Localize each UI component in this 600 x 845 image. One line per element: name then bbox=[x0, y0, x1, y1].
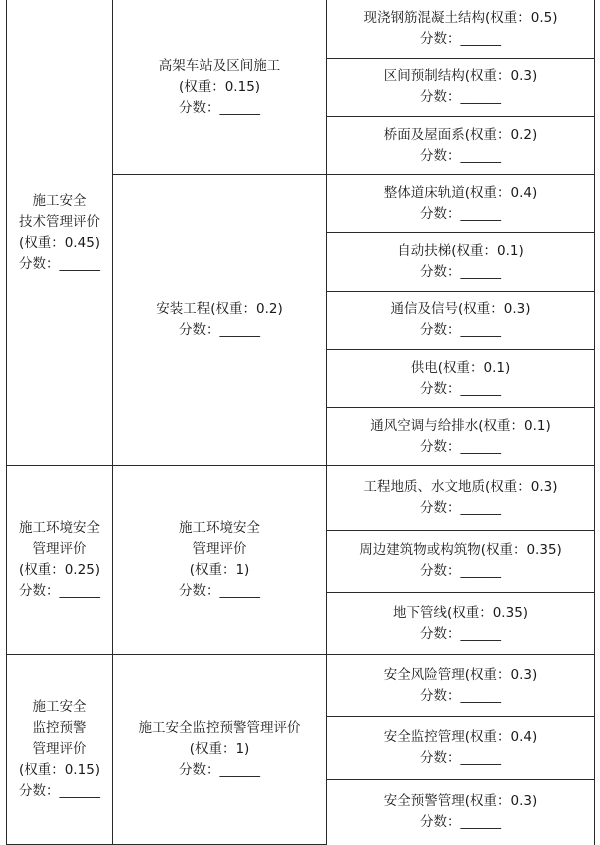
item-label: 桥面及屋面系(权重：0.2) bbox=[383, 126, 538, 143]
score-field: 分数：______ bbox=[420, 438, 501, 455]
item-label: 安全监控管理(权重：0.4) bbox=[383, 729, 538, 746]
score-field: 分数：______ bbox=[420, 147, 501, 164]
subgroup-title: 安装工程(权重：0.2) bbox=[156, 301, 283, 318]
subgroup-title: 施工安全监控预警管理评价 bbox=[138, 720, 301, 737]
subgroup-title: 管理评价 bbox=[192, 541, 247, 558]
group-cell-construction-environment bbox=[7, 466, 113, 655]
score-field: 分数：______ bbox=[420, 687, 501, 704]
group-cell-monitoring-warning bbox=[7, 655, 113, 845]
item-label: 工程地质、水文地质(权重：0.3) bbox=[363, 479, 558, 495]
score-field: 分数：______ bbox=[19, 583, 100, 600]
group-weight: (权重：0.45) bbox=[18, 234, 101, 251]
item-label: 通信及信号(权重：0.3) bbox=[390, 301, 531, 318]
item-label: 安全风险管理(权重：0.3) bbox=[383, 666, 538, 683]
item-label: 整体道床轨道(权重：0.4) bbox=[383, 184, 538, 201]
subgroup-cell-construction-environment bbox=[113, 466, 327, 655]
score-field: 分数：______ bbox=[420, 89, 501, 106]
item-cell bbox=[327, 349, 595, 407]
item-label: 区间预制结构(权重：0.3) bbox=[383, 68, 538, 85]
item-label: 自动扶梯(权重：0.1) bbox=[397, 243, 524, 260]
score-field: 分数：______ bbox=[420, 30, 501, 47]
score-field: 分数：______ bbox=[420, 625, 501, 642]
subgroup-cell-installation bbox=[113, 175, 327, 466]
score-field: 分数：______ bbox=[19, 255, 100, 272]
group-title-line: 施工环境安全 bbox=[19, 520, 100, 537]
item-cell bbox=[327, 717, 595, 779]
item-cell bbox=[327, 530, 595, 592]
score-field: 分数：______ bbox=[179, 99, 260, 116]
subgroup-cell-elevated-station bbox=[113, 0, 327, 175]
score-field: 分数：______ bbox=[179, 762, 260, 779]
score-field: 分数：______ bbox=[420, 750, 501, 767]
subgroup-title: 高架车站及区间施工 bbox=[158, 57, 281, 74]
evaluation-table bbox=[6, 0, 595, 845]
item-cell bbox=[327, 233, 595, 291]
group-weight: (权重：0.15) bbox=[18, 762, 101, 779]
item-label: 供电(权重：0.1) bbox=[410, 359, 511, 376]
group-title-line: 管理评价 bbox=[32, 541, 87, 558]
item-cell bbox=[327, 466, 595, 530]
group-title-line: 施工安全 bbox=[32, 192, 87, 209]
score-field: 分数：______ bbox=[420, 563, 501, 580]
item-cell bbox=[327, 0, 595, 58]
score-field: 分数：______ bbox=[420, 500, 501, 516]
score-field: 分数：______ bbox=[179, 583, 260, 600]
score-field: 分数：______ bbox=[420, 264, 501, 281]
item-label: 通风空调与给排水(权重：0.1) bbox=[370, 417, 551, 434]
item-label: 安全预警管理(权重：0.3) bbox=[383, 793, 538, 810]
subgroup-title: 施工环境安全 bbox=[179, 520, 260, 537]
score-field: 分数：______ bbox=[420, 814, 501, 831]
group-title-line: 监控预警 bbox=[32, 720, 87, 737]
item-label: 地下管线(权重：0.35) bbox=[392, 604, 529, 621]
item-label: 周边建筑物或构筑物(权重：0.35) bbox=[359, 542, 562, 559]
score-field: 分数：______ bbox=[19, 783, 100, 800]
group-title-line: 技术管理评价 bbox=[19, 213, 100, 230]
subgroup-cell-monitoring-warning bbox=[113, 655, 327, 845]
subgroup-weight: (权重：1) bbox=[189, 562, 250, 579]
subgroup-weight: (权重：1) bbox=[189, 741, 250, 758]
group-weight: (权重：0.25) bbox=[18, 562, 101, 579]
item-cell bbox=[327, 655, 595, 717]
item-cell bbox=[327, 291, 595, 349]
item-cell bbox=[327, 175, 595, 233]
item-cell bbox=[327, 116, 595, 174]
item-cell bbox=[327, 408, 595, 466]
item-cell bbox=[327, 779, 595, 844]
subgroup-weight: (权重：0.15) bbox=[178, 78, 261, 95]
item-label: 现浇钢筋混凝土结构(权重：0.5) bbox=[363, 9, 558, 26]
item-cell bbox=[327, 592, 595, 654]
group-cell-construction-safety-tech bbox=[7, 0, 113, 466]
score-field: 分数：______ bbox=[179, 322, 260, 339]
score-field: 分数：______ bbox=[420, 380, 501, 397]
score-field: 分数：______ bbox=[420, 205, 501, 222]
group-title-line: 管理评价 bbox=[32, 741, 87, 758]
group-title-line: 施工安全 bbox=[32, 699, 87, 716]
score-field: 分数：______ bbox=[420, 322, 501, 339]
item-cell bbox=[327, 58, 595, 116]
